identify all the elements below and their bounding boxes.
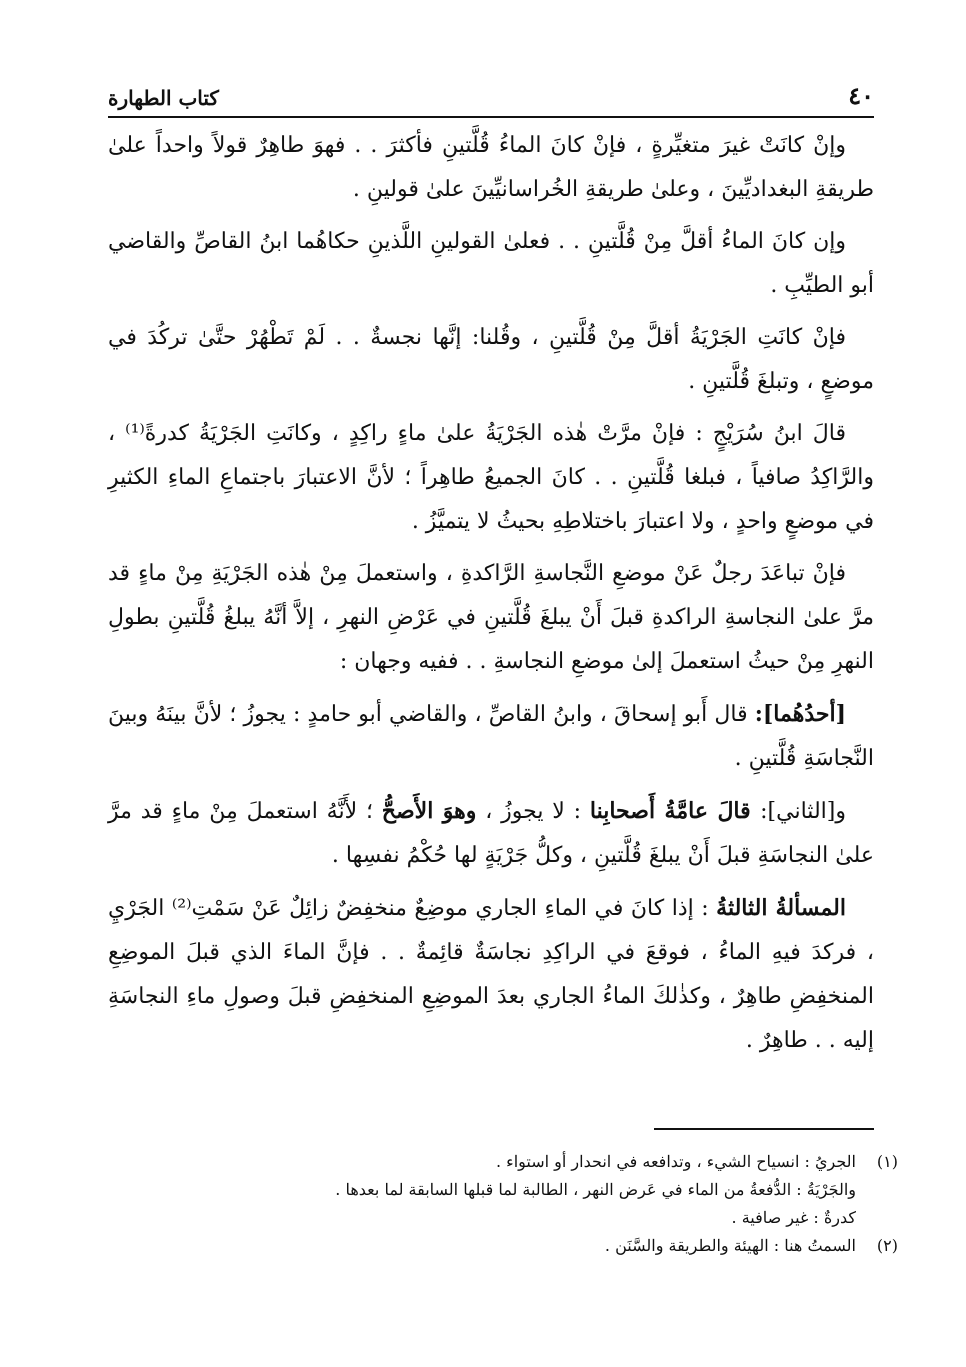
paragraph — [108, 552, 874, 684]
paragraph-text: قالَ ابنُ سُرَيْجٍ : فإنْ مرَّتْ هٰذه الجَرْيَةُ علىٰ ماءٍ راكِدٍ ، وكانَتِ الجَرْيَةُ كدرةً⁽¹⁾ ، والرَّاكِدُ صافياً ، فبلغا قُلَّتينِ . . كانَ الجميعُ طاهِراً ؛ لأنَّ الاعتبارَ باجتماعِ الماءِ الكثيرِ في موضعٍ واحدٍ ، ولا اعتبارَ باختلاطِهِ بحيثُ لا يتميَّزُ . — [108, 421, 874, 534]
paragraph — [108, 124, 874, 212]
paragraph — [108, 316, 874, 404]
footnote — [108, 1232, 898, 1260]
footnote-line: والجَرْيَةُ : الدُّفعةُ من الماء في عَرض النهر ، الطالبة لما قبلها السابقة لما بعدها . — [335, 1180, 856, 1199]
paragraph-text: فإنْ تباعَدَ رجلٌ عَنْ موضعِ النَّجاسةِ الرَّاكدةِ ، واستعملَ مِنْ هٰذه الجَرْيَةِ مِنْ ماءٍ قد مرَّ علىٰ النجاسةِ الراكدةِ قبلَ أَنْ يبلغَ قُلَّتينِ في عَرْضِ النهرِ ، إلاَّ أنَّهُ يبلغُ قُلَّتينِ بطولِ النهرِ مِنْ حيثُ استعملَ إلىٰ موضعِ النجاسةِ . . ففيه وجهان : — [108, 561, 874, 674]
footnotes — [108, 1148, 898, 1260]
page-number: ٤٠ — [848, 81, 874, 110]
paragraph-text: ؛ لأَنَّهُ استعملَ مِنْ ماءٍ قد مرَّ علىٰ النجاسَةِ قبلَ أَنْ يبلغَ قُلَّتينِ ، وكلُّ جَرْيَةٍ لها حُكْمُ نفسِها . — [108, 799, 874, 868]
paragraph-text: قال أَبو إسحاقَ ، وابنُ القاصِّ ، والقاضي أبو حامدٍ : يجوزُ ؛ لأنَّ بينَهُ وبينَ النَّجاسَةِ قُلَّتينِ . — [108, 702, 874, 771]
paragraph — [108, 220, 874, 308]
paragraph-text: وإن كانَ الماءُ أقلَّ مِنْ قُلَّتينِ . . فعلىٰ القولينِ اللَّذينِ حكاهُما ابنُ القاصِّ والقاضي أبو الطيِّبِ . — [108, 229, 874, 298]
running-header — [108, 80, 874, 110]
second-view-label: و[الثاني]: — [760, 799, 846, 824]
header-divider — [108, 116, 874, 118]
emphasis-text: قالَ عامَّةُ أَصحابِنا — [589, 798, 761, 824]
book-title: كتاب الطهارة — [108, 86, 219, 110]
first-view-label: [أحدُهُما]: — [754, 701, 846, 727]
paragraph — [108, 886, 874, 1063]
paragraph — [108, 692, 874, 781]
footnote-divider — [654, 1128, 874, 1130]
section-heading: المسألةُ الثالثةُ — [716, 895, 846, 921]
footnote — [108, 1148, 898, 1176]
paragraph-text: : لا يجوزُ ، — [476, 799, 590, 824]
footnote-line: الجريُ : انسياح الشيء ، وتدافعه في انحدار أو استواء . — [496, 1152, 856, 1171]
paragraph — [108, 789, 874, 878]
paragraph-text: فإنْ كانَتِ الجَرْيَةُ أقلَّ مِنْ قُلَّتينِ ، وقُلنا: إنَّها نجسةٌ . . لَمْ تَطْهُرْ حتَّىٰ تركُدَ في موضعٍ ، وتبلغَ قُلَّتينِ . — [108, 325, 874, 394]
footnote-marker: (١) — [876, 1152, 898, 1171]
paragraph — [108, 412, 874, 544]
paragraph-text: : إذا كانَ في الماءِ الجاري موضِعٌ منخفِضٌ زائِلٌ عَنْ سَمْتِ⁽²⁾ الجَرْيِ ، فركدَ فيهِ الماءُ ، فوقعَ في الراكِدِ نجاسَةٌ قائِمةٌ . . فإنَّ الماءَ الذي قبلَ الموضِعِ المنخفِضِ طاهِرٌ ، وكذٰلكَ الماءُ الجاري بعدَ الموضِعِ المنخفِضِ قبلَ وصولِ ماءِ النجاسَةِ إليه . . طاهِرٌ . — [108, 896, 874, 1053]
emphasis-text: وهوَ الأَصحُّ — [381, 798, 477, 824]
paragraph-text: وإنْ كانَتْ غيرَ متغيِّرةٍ ، فإنْ كانَ الماءُ قُلَّتينِ فأكثرَ . . فهوَ طاهِرٌ قولاً واحداً علىٰ طريقةِ البغداديِّينَ ، وعلىٰ طريقةِ الخُراسانيِّينَ علىٰ قولينِ . — [108, 133, 874, 202]
main-text — [108, 124, 874, 1071]
footnote-line: السمتُ هنا : الهيئة والطريقة والسَّنَن . — [604, 1236, 856, 1255]
footnote-line: كدرةٌ : غير صافية . — [731, 1208, 856, 1227]
footnote-marker: (٢) — [876, 1236, 898, 1255]
